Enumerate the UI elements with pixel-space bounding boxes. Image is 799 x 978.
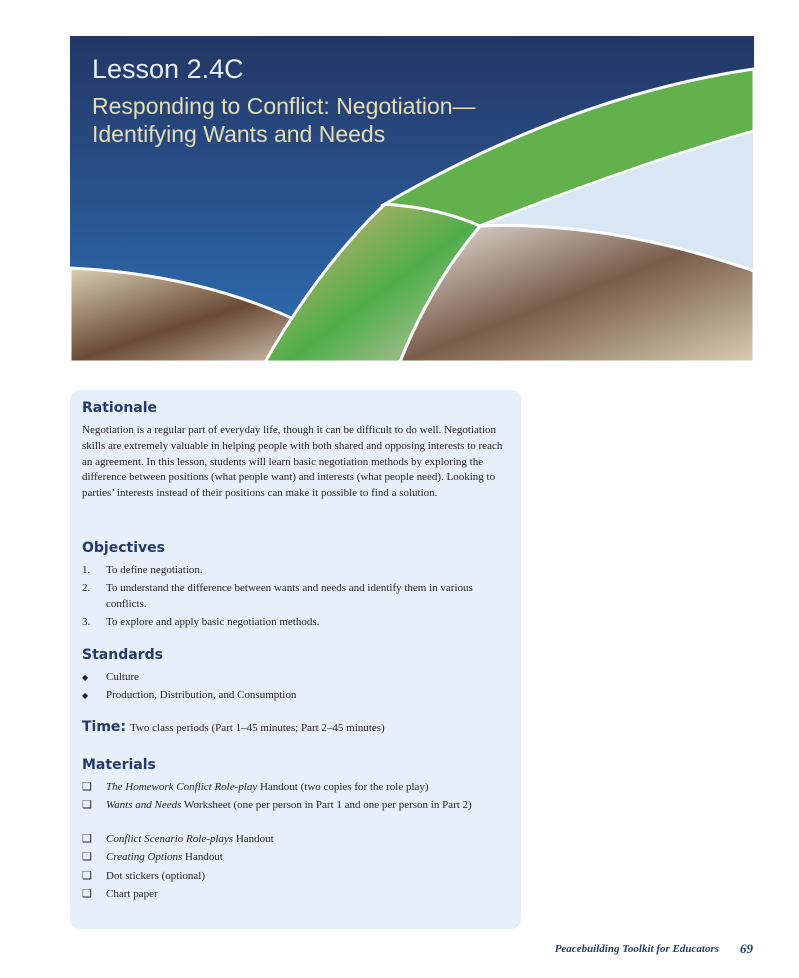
rationale-text: Negotiation is a regular part of everyday life, though it can be difficult to do well. Negotiation skills are extremely valuable in helping people with both shared and opposing interests to reach an agreement. In this lesson, students will learn basic negotiation methods by exploring the difference between positions (what people want) and interests (what people need). Looking to parties’ interests instead of their positions can make it possible to find a solution. [82,424,503,500]
standards-heading: Standards [82,647,163,663]
lesson-banner [70,36,754,362]
material-item: ❑ Dot stickers (optional) [82,869,507,885]
material-item: ❑ Chart paper [82,887,507,903]
diamond-bullet-icon: ◆ [82,691,89,700]
checkbox-icon: ❑ [82,851,92,863]
page-number: 69 [740,941,753,956]
lesson-title: Responding to Conflict: Negotiation—Identifying Wants and Needs [92,93,476,147]
material-item: ❑ The Homework Conflict Role-play Handout (two copies for the role play) [82,780,507,796]
checkbox-icon: ❑ [82,799,92,811]
objective-item: 1. To define negotiation. [82,564,203,576]
diamond-bullet-icon: ◆ [82,673,89,682]
materials-heading: Materials [82,757,156,773]
objective-item: 3. To explore and apply basic negotiation methods. [82,616,320,628]
lesson-number: Lesson 2.4C [92,54,244,84]
objectives-heading: Objectives [82,540,165,556]
rationale-heading: Rationale [82,400,158,416]
checkbox-icon: ❑ [82,870,92,882]
standard-item: ◆ Culture [82,670,507,686]
footer-title: Peacebuilding Toolkit for Educators [554,943,719,955]
lesson-overview-panel [70,390,521,929]
checkbox-icon: ❑ [82,833,92,845]
material-item: ❑ Conflict Scenario Role-plays Handout [82,832,507,848]
objective-item: 2. To understand the difference between wants and needs and identify them in various conflicts. [82,582,473,610]
material-item: ❑ Wants and Needs Worksheet (one per person in Part 1 and one per person in Part 2) [82,798,507,814]
checkbox-icon: ❑ [82,781,92,793]
checkbox-icon: ❑ [82,888,92,900]
material-item: ❑ Creating Options Handout [82,850,507,866]
standard-item: ◆ Production, Distribution, and Consumption [82,688,507,704]
time-line: Time: Two class periods (Part 1–45 minutes; Part 2–45 minutes) [82,719,385,735]
